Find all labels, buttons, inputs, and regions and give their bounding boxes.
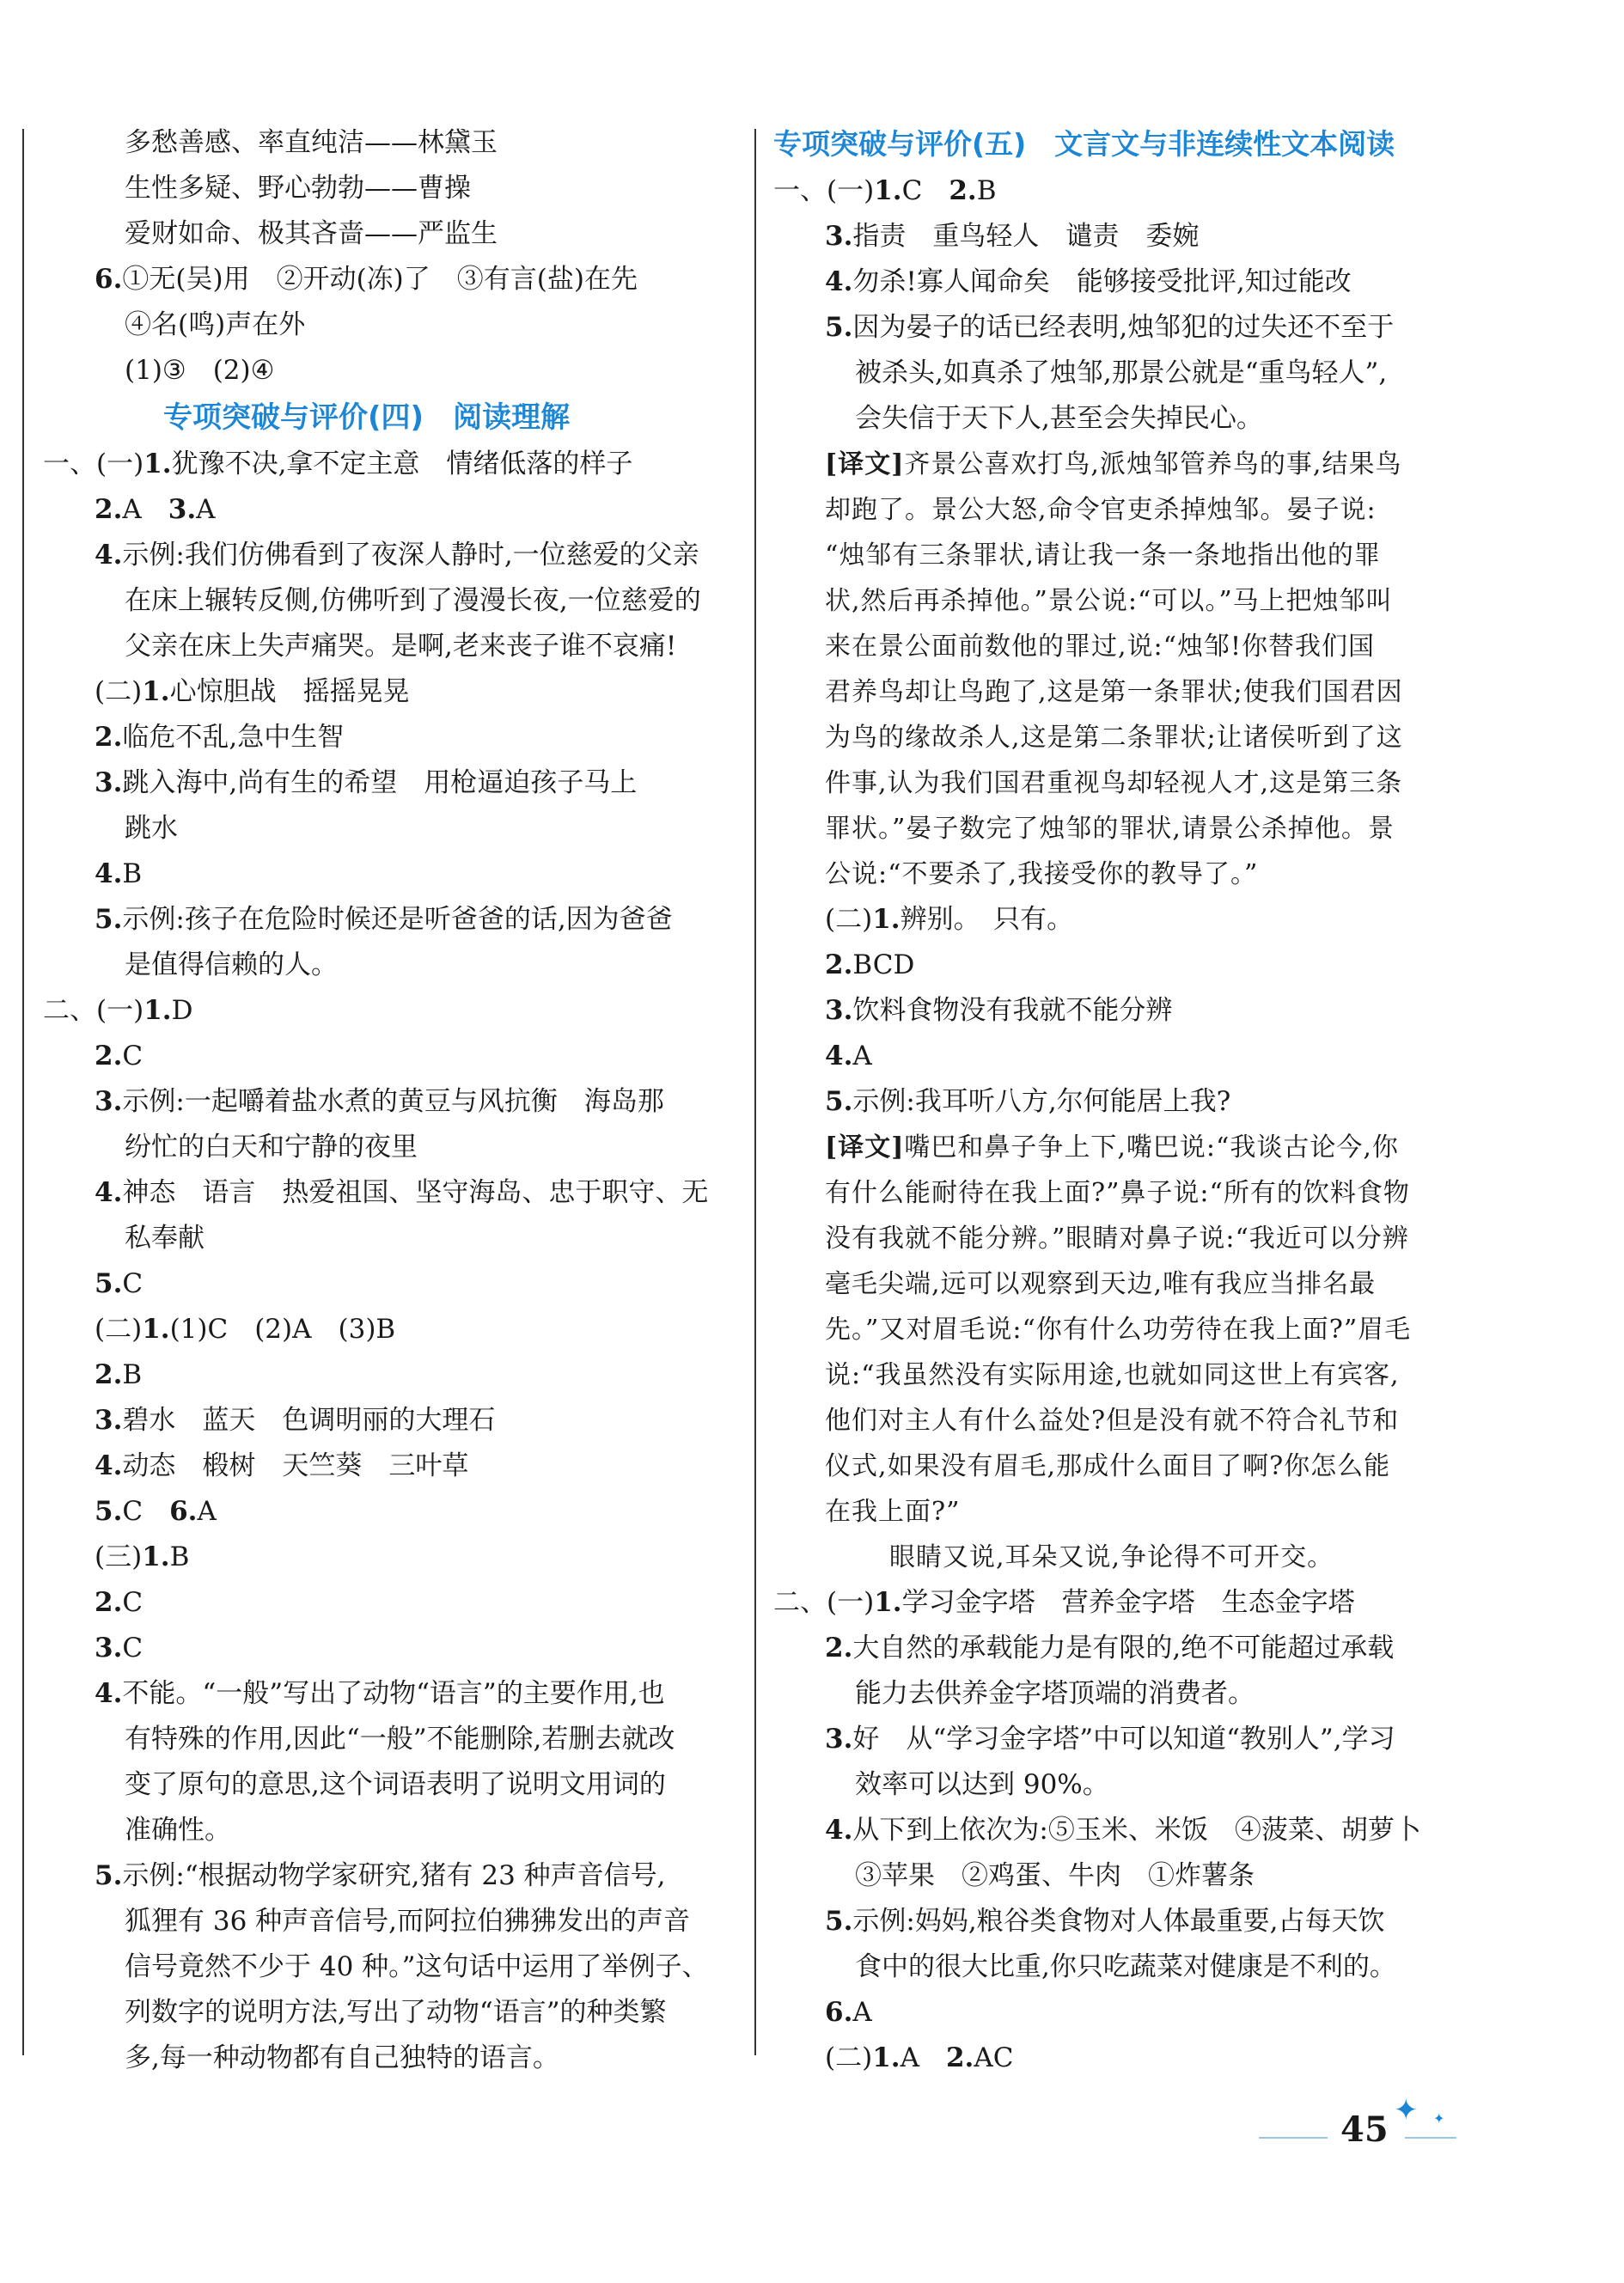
question-number: 3. [825,995,853,1026]
question-number: 2. [95,722,123,753]
part-label: (二) [825,2042,873,2073]
answer-text: 示例:孩子在危险时候还是听爸爸的话,因为爸爸 [122,904,673,935]
answer-text: 动态 椴树 天竺葵 三叶草 [122,1450,469,1481]
answer-line [773,1990,1487,2036]
footer-rule-right [1405,2137,1456,2139]
question-number: 4. [825,1041,853,1071]
answer-line [43,533,739,578]
answer-line [773,2036,1487,2081]
text-line: 在床上辗转反侧,仿佛听到了漫漫长夜,一位慈爱的 [125,585,701,616]
question-number: 2. [945,2042,974,2073]
question-number: 4. [825,1815,853,1846]
answer-text: 因为晏子的话已经表明,烛邹犯的过失还不至于 [852,312,1395,343]
question-number: 5. [95,1496,123,1527]
answer-text: 示例:“根据动物学家研究,猪有 23 种声音信号, [122,1860,666,1891]
answer-text: C [122,1496,143,1527]
translation-line: 在我上面?” [825,1497,961,1527]
part-label: (二) [95,1314,143,1345]
question-number: 3. [95,1405,123,1436]
translation-line: 公说:“不要杀了,我接受你的教导了。” [825,859,1259,889]
question-number: 1. [142,676,170,707]
question-number: 1. [872,904,901,935]
column-divider [754,129,756,2055]
question-number: 1. [142,1314,170,1345]
text-line: 准确性。 [125,1815,231,1846]
text-line: ④名(鸣)声在外 [125,309,306,340]
translation-text: 齐景公喜欢打鸟,派烛邹管养鸟的事,结果鸟 [904,449,1402,479]
answer-text: 跳入海中,尚有生的希望 用枪逼迫孩子马上 [122,767,638,798]
answer-line [43,1489,739,1535]
answer-line [43,1626,739,1671]
question-number: 1. [143,449,172,479]
question-number: 1. [142,1541,170,1572]
answer-text: A [900,2042,919,2073]
translation-line: 有什么能耐待在我上面?”鼻子说:“所有的饮料食物 [825,1178,1410,1208]
part-label: 一、(一) [43,449,144,479]
answer-text: A [852,1997,872,2028]
text-line: 父亲在床上失声痛哭。是啊,老来丧子谁不哀痛! [125,631,677,662]
question-number: 5. [95,1268,123,1299]
answer-line [773,1899,1487,1944]
part-label: 二、(一) [773,1587,875,1618]
text-line: 生性多疑、野心勃勃——曹操 [125,173,471,204]
question-number: 3. [168,494,197,525]
part-label: 二、(一) [43,995,144,1026]
answer-text: 示例:一起嚼着盐水煮的黄豆与风抗衡 海岛那 [122,1086,664,1117]
question-number: 2. [95,494,123,525]
translation-line: 说:“我虽然没有实际用途,也就如同这世上有宾客, [825,1360,1400,1390]
answer-text: 碧水 蓝天 色调明丽的大理石 [122,1405,496,1436]
answer-line [773,214,1487,259]
text-line: 多,每一种动物都有自己独特的语言。 [125,2042,559,2073]
answer-text: A [197,1496,217,1527]
answer-text: (1)C (2)A (3)B [169,1314,396,1345]
answer-line [43,1261,739,1307]
text-line: 跳水 [125,813,178,844]
answer-line [773,897,1487,943]
answer-text: 勿杀!寡人闻命矣 能够接受批评,知过能改 [852,266,1352,297]
answer-text: 示例:妈妈,粮谷类食物对人体最重要,占每天饮 [852,1906,1385,1937]
section-heading-5: 专项突破与评价(五) 文言文与非连续性文本阅读 [773,127,1395,161]
answer-line [773,1717,1487,1762]
question-number: 3. [825,1724,853,1755]
question-number: 3. [95,1633,123,1663]
answer-text: 不能。“一般”写出了动物“语言”的主要作用,也 [122,1678,665,1709]
answer-text: C [122,1041,143,1071]
right-column [773,120,1487,2081]
answer-line [43,1170,739,1216]
answer-line [43,715,739,760]
answer-line [43,1034,739,1079]
answer-line [43,669,739,715]
answer-line [43,1398,739,1444]
answer-text: C [901,175,923,206]
answer-line [43,1307,739,1352]
translation-tag: [译文] [825,1132,905,1163]
small-sparkle-icon: ✦ [1433,2110,1445,2127]
answer-line [43,442,739,487]
answer-line [43,1079,739,1125]
answer-text: 神态 语言 热爱祖国、坚守海岛、忠于职守、无 [122,1177,709,1208]
question-number: 2. [825,1633,853,1663]
translation-line: 他们对主人有什么益处?但是没有就不符合礼节和 [825,1406,1400,1436]
answer-line [43,760,739,806]
question-number: 3. [825,221,853,252]
text-line: 纷忙的白天和宁静的夜里 [125,1132,418,1163]
question-number: 1. [874,1587,902,1618]
answer-text: 饮料食物没有我就不能分辨 [852,995,1173,1026]
section-heading-4: 专项突破与评价(四) 阅读理解 [163,400,571,435]
question-number: 6. [95,264,123,295]
text-line: ③苹果 ②鸡蛋、牛肉 ①炸薯条 [855,1860,1255,1891]
answer-text: B [976,175,997,206]
text-line: 多愁善感、率直纯洁——林黛玉 [125,127,498,158]
translation-line: “烛邹有三条罪状,请让我一条一条地指出他的罪 [825,540,1381,571]
answer-line [43,1853,739,1899]
question-number: 2. [95,1041,123,1071]
translation-line: 君养鸟却让鸟跑了,这是第一条罪状;使我们国君因 [825,677,1403,707]
answer-line [773,1808,1487,1853]
answer-line [773,1034,1487,1079]
answer-text: 指责 重鸟轻人 谴责 委婉 [852,221,1200,252]
answer-text: AC [974,2042,1014,2073]
text-line: 狐狸有 36 种声音信号,而阿拉伯狒狒发出的声音 [125,1906,691,1937]
question-number: 5. [825,1906,853,1937]
question-number: 4. [95,1450,123,1481]
left-column [43,120,739,2081]
question-number: 2. [95,1587,123,1618]
translation-line: 眼睛又说,耳朵又说,争论得不可开交。 [889,1542,1334,1572]
text-line: 列数字的说明方法,写出了动物“语言”的种类繁 [125,1997,667,2028]
question-number: 5. [95,904,123,935]
answer-text: 犹豫不决,拿不定主意 情绪低落的样子 [171,449,633,479]
question-number: 4. [825,266,853,297]
answer-line [773,259,1487,305]
answer-line [43,988,739,1034]
answer-line [43,1352,739,1398]
question-number: 1. [872,2042,901,2073]
text-line: 是值得信赖的人。 [125,949,338,980]
answer-text: 大自然的承载能力是有限的,绝不可能超过承载 [852,1633,1395,1663]
answer-text: 心惊胆战 摇摇晃晃 [169,676,410,707]
question-number: 1. [874,175,902,206]
left-margin-rule [22,129,24,2055]
translation-line: 仪式,如果没有眉毛,那成什么面目了啊?你怎么能 [825,1451,1391,1481]
part-label: 一、(一) [773,175,875,206]
answer-line [43,1671,739,1717]
part-label: (二) [95,676,143,707]
question-number: 5. [825,312,853,343]
question-number: 4. [95,1678,123,1709]
answer-text: ①无(吴)用 ②开动(冻)了 ③有言(盐)在先 [122,264,638,295]
question-number: 4. [95,858,123,889]
translation-line: 状,然后再杀掉他。”景公说:“可以。”马上把烛邹叫 [825,586,1393,616]
text-line: 私奉献 [125,1223,205,1254]
answer-line [43,897,739,943]
translation-line: 没有我就不能分辨。”眼睛对鼻子说:“我近可以分辨 [825,1224,1409,1254]
answer-line [43,1444,739,1489]
answer-text: A [122,494,142,525]
answer-line [43,257,739,302]
question-number: 3. [95,1086,123,1117]
answer-line [773,988,1487,1034]
translation-tag: [译文] [825,449,905,479]
answer-text: 示例:我耳听八方,尔何能居上我? [852,1086,1231,1117]
answer-line [773,943,1487,988]
translation-line [773,442,1487,487]
question-number: 2. [95,1359,123,1390]
translation-line [773,1125,1487,1170]
question-number: 5. [825,1086,853,1117]
text-line: 食中的很大比重,你只吃蔬菜对健康是不利的。 [855,1951,1396,1982]
translation-text: 嘴巴和鼻子争上下,嘴巴说:“我谈古论今,你 [904,1132,1399,1163]
page-number: 45 [1340,2109,1389,2150]
answer-text: C [122,1268,143,1299]
text-line: 会失信于天下人,甚至会失掉民心。 [855,403,1263,434]
text-line: 效率可以达到 90%。 [855,1769,1109,1800]
part-label: (三) [95,1541,143,1572]
answer-text: BCD [852,949,915,980]
answer-line [773,305,1487,351]
text-line: 能力去供养金字塔顶端的消费者。 [855,1678,1255,1709]
translation-line: 为鸟的缘故杀人,这是第二条罪状;让诸侯听到了这 [825,723,1403,753]
answer-text: B [122,1359,143,1390]
translation-line: 罪状。”晏子数完了烛邹的罪状,请景公杀掉他。景 [825,814,1395,844]
translation-line: 来在景公面前数他的罪过,说:“烛邹!你替我们国 [825,632,1376,662]
question-number: 4. [95,540,123,571]
answer-text: B [169,1541,190,1572]
answer-text: 学习金字塔 营养金字塔 生态金字塔 [901,1587,1355,1618]
text-line: 有特殊的作用,因此“一般”不能删除,若删去就改 [125,1724,675,1755]
text-line: 信号竟然不少于 40 种。”这句话中运用了举例子、 [125,1951,709,1982]
answer-line [43,1535,739,1580]
answer-text: D [171,995,193,1026]
question-number: 4. [95,1177,123,1208]
answer-line [773,168,1487,214]
answer-line [43,852,739,897]
part-label: (二) [825,904,873,935]
translation-line: 先。”又对眉毛说:“你有什么功劳待在我上面?”眉毛 [825,1315,1412,1345]
footer-rule-left [1259,2137,1328,2139]
answer-text: 示例:我们仿佛看到了夜深人静时,一位慈爱的父亲 [122,540,699,571]
sparkle-icon: ✦ [1394,2093,1419,2127]
translation-line: 却跑了。景公大怒,命令官吏杀掉烛邹。晏子说: [825,495,1377,525]
translation-line: 毫毛尖端,远可以观察到天边,唯有我应当排名最 [825,1269,1377,1299]
answer-line [773,1580,1487,1626]
question-number: 2. [949,175,977,206]
answer-text: 好 从“学习金字塔”中可以知道“教别人”,学习 [852,1724,1395,1755]
question-number: 1. [143,995,172,1026]
question-number: 3. [95,767,123,798]
answer-line [773,1079,1487,1125]
answer-text: 辨别。 只有。 [900,904,1074,935]
text-line: 变了原句的意思,这个词语表明了说明文用词的 [125,1769,666,1800]
answer-text: A [852,1041,872,1071]
answer-text: 临危不乱,急中生智 [122,722,345,753]
question-number: 6. [169,1496,198,1527]
question-number: 5. [95,1860,123,1891]
answer-text: A [196,494,216,525]
answer-line [773,1626,1487,1671]
question-number: 2. [825,949,853,980]
answer-text: C [122,1633,143,1663]
text-line: 爱财如命、极其吝啬——严监生 [125,218,498,249]
text-line: 被杀头,如真杀了烛邹,那景公就是“重鸟轻人”, [855,357,1388,388]
text-line: (1)③ (2)④ [125,355,275,386]
answer-text: 从下到上依次为:⑤玉米、米饭 ④菠菜、胡萝卜 [852,1815,1421,1846]
answer-line [43,1580,739,1626]
answer-text: C [122,1587,143,1618]
answer-line [43,487,739,533]
question-number: 6. [825,1997,853,2028]
translation-line: 件事,认为我们国君重视鸟却轻视人才,这是第三条 [825,768,1403,798]
answer-text: B [122,858,143,889]
